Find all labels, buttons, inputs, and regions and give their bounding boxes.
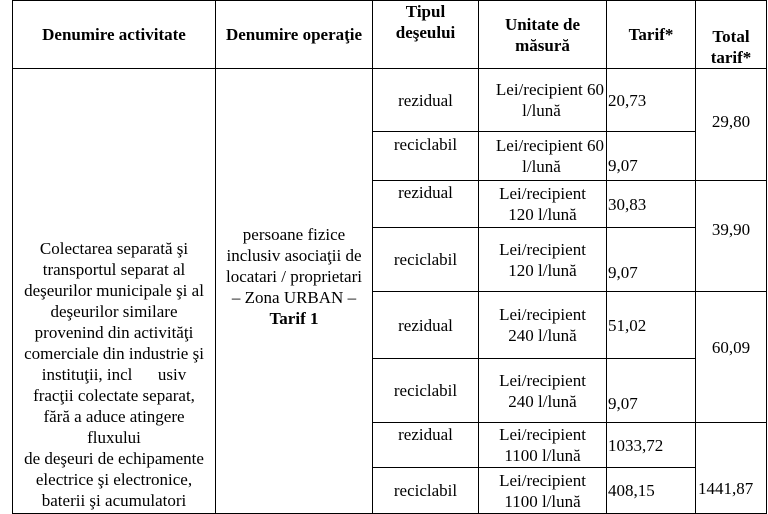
operation-tariff-label: Tarif 1 [269, 308, 319, 328]
header-total-line1: Total [712, 27, 750, 46]
waste-type: rezidual [373, 292, 479, 359]
unit-line: Lei/recipient [499, 370, 586, 390]
total-value: 39,90 [696, 181, 767, 292]
activity-line: comerciale din industrie şi [24, 344, 204, 363]
activity-line: deşeurilor similare [50, 302, 178, 321]
waste-type: rezidual [373, 69, 479, 132]
unit-line: 240 l/lună [508, 391, 577, 411]
tariff-table [12, 0, 767, 514]
activity-cell [13, 69, 216, 514]
operation-line: – Zona URBAN – [231, 287, 357, 307]
unit-line: Lei/recipient 60 [495, 136, 604, 155]
header-waste-type [373, 1, 479, 69]
total-value: 60,09 [696, 292, 767, 423]
total-value: 1441,87 [696, 423, 767, 514]
unit-line: Lei/recipient [499, 470, 586, 490]
unit-cell [479, 292, 607, 359]
tariff-value: 408,15 [607, 468, 696, 514]
unit-line: l/lună [522, 101, 561, 120]
activity-line: deşeurilor municipale şi al [24, 281, 204, 300]
unit-line: 1100 l/lună [504, 491, 581, 511]
unit-line: Lei/recipient 60 [495, 80, 604, 99]
waste-type: reciclabil [373, 359, 479, 423]
header-operation: Denumire operaţie [216, 1, 373, 69]
activity-line: de deşeuri de echipamente [24, 449, 204, 468]
unit-line: l/lună [522, 157, 561, 176]
header-tariff: Tarif* [607, 1, 696, 69]
activity-line: baterii şi acumulatori [41, 491, 187, 510]
header-waste-type-line1: Tipul [405, 2, 446, 21]
header-unit-line1: Unitate de [504, 14, 581, 34]
activity-line: fracţii colectate separat, [33, 386, 195, 405]
tariff-value: 9,07 [607, 228, 696, 292]
unit-cell [479, 359, 607, 423]
activity-line: provenind din activităţi [34, 323, 194, 342]
header-total-line2: tarif* [710, 48, 752, 67]
waste-type: reciclabil [373, 132, 479, 181]
activity-line: instituţii, incl usiv [41, 365, 187, 384]
unit-cell [479, 181, 607, 228]
tariff-value: 1033,72 [607, 423, 696, 468]
tariff-value: 30,83 [607, 181, 696, 228]
waste-type: reciclabil [373, 228, 479, 292]
activity-line: fluxului [87, 428, 141, 447]
activity-line: Colectarea separată şi [39, 239, 189, 258]
unit-cell [479, 423, 607, 468]
table-row [13, 69, 767, 132]
waste-type: reciclabil [373, 468, 479, 514]
tariff-value: 9,07 [607, 132, 696, 181]
unit-cell [479, 69, 607, 132]
unit-line: 120 l/lună [508, 205, 577, 224]
unit-cell [479, 132, 607, 181]
activity-line: fără a aduce atingere [43, 407, 185, 426]
unit-line: Lei/recipient [499, 239, 586, 259]
operation-line: locatari / proprietari [226, 266, 362, 286]
unit-cell [479, 468, 607, 514]
unit-line: Lei/recipient [499, 425, 586, 444]
unit-cell [479, 228, 607, 292]
tariff-value: 9,07 [607, 359, 696, 423]
unit-line: Lei/recipient [499, 305, 586, 324]
unit-line: 1100 l/lună [504, 446, 581, 465]
activity-line: transportul separat al [42, 260, 186, 279]
tariff-value: 20,73 [607, 69, 696, 132]
operation-line: persoane fizice [242, 224, 346, 244]
activity-line: electrice şi electronice, [35, 470, 193, 489]
header-waste-type-line2: deşeului [395, 23, 456, 42]
header-unit-line2: măsură [515, 35, 570, 55]
header-unit [479, 1, 607, 69]
header-total [696, 1, 767, 69]
unit-line: 120 l/lună [508, 260, 577, 280]
header-row [13, 1, 767, 69]
waste-type: rezidual [373, 181, 479, 228]
unit-line: 240 l/lună [508, 326, 577, 345]
tariff-value: 51,02 [607, 292, 696, 359]
header-activity: Denumire activitate [13, 1, 216, 69]
operation-line: inclusiv asociaţii de [226, 245, 362, 265]
waste-type: rezidual [373, 423, 479, 468]
total-value: 29,80 [696, 69, 767, 181]
operation-cell [216, 69, 373, 514]
unit-line: Lei/recipient [499, 184, 586, 203]
